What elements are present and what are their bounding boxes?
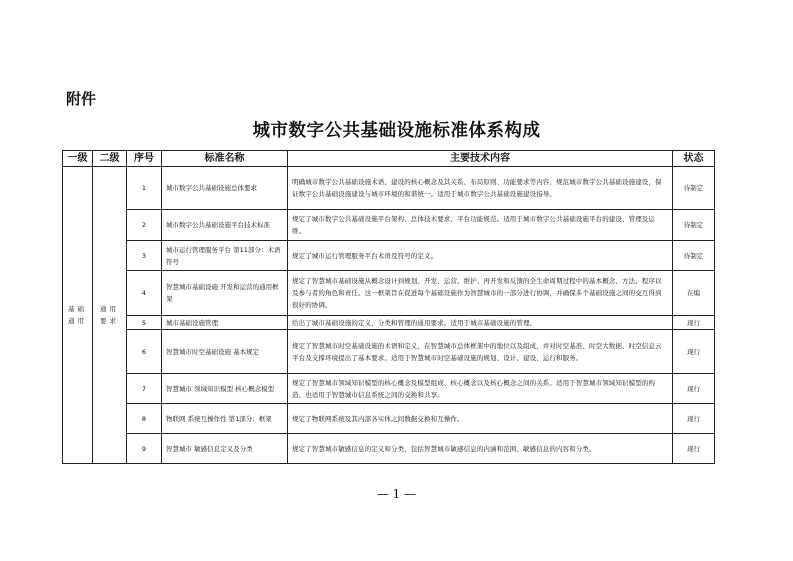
status-cell: 现行 — [673, 374, 715, 404]
header-level2: 二级 — [93, 151, 127, 167]
table-row — [63, 374, 715, 404]
standards-table — [62, 150, 715, 464]
table-row — [63, 271, 715, 316]
content-cell: 规定了物联网系统及其内部各实体之间数据交换和互操作。 — [288, 404, 673, 434]
table-row — [63, 330, 715, 374]
seq-cell: 3 — [127, 241, 162, 271]
table-row — [63, 404, 715, 434]
page-number: — 1 — — [376, 487, 417, 501]
content-cell: 给出了城市基础设施的定义、分类和管理的通用要求。适用于城市基础设施的管理。 — [288, 316, 673, 330]
seq-cell: 6 — [127, 330, 162, 374]
content-cell: 规定了城市数字公共基础设施平台架构、总体技术要求、平台功能规范。适用于城市数字公共基础设施平台的建设、管理及运维。 — [288, 210, 673, 241]
seq-cell: 5 — [127, 316, 162, 330]
header-level1: 一级 — [63, 151, 93, 167]
status-cell: 待制定 — [673, 241, 715, 271]
content-cell: 规定了城市运行管理服务平台术语及符号的定义。 — [288, 241, 673, 271]
level1-group-cell: 基础通用 — [63, 167, 93, 464]
table-row — [63, 434, 715, 464]
seq-cell: 1 — [127, 167, 162, 210]
status-cell: 在编 — [673, 271, 715, 316]
status-cell: 待制定 — [673, 167, 715, 210]
status-cell: 现行 — [673, 330, 715, 374]
table-row — [63, 316, 715, 330]
status-cell: 现行 — [673, 434, 715, 464]
document-title: 城市数字公共基础设施标准体系构成 — [252, 121, 541, 141]
status-cell: 现行 — [673, 404, 715, 434]
table-header — [63, 151, 715, 167]
level2-group-cell: 通用要求 — [93, 167, 127, 464]
seq-cell: 2 — [127, 210, 162, 241]
seq-cell: 4 — [127, 271, 162, 316]
standard-name-cell: 智慧城市 敏感信息定义及分类 — [162, 434, 288, 464]
standard-name-cell: 智慧城市时空基础设施 基本规定 — [162, 330, 288, 374]
standard-name-cell: 智慧城市基础设施 开发和运营的通用框架 — [162, 271, 288, 316]
standard-name-cell: 城市数字公共基础设施总体要求 — [162, 167, 288, 210]
table-body — [63, 167, 715, 464]
attachment-label: 附件 — [66, 90, 97, 108]
status-cell: 待制定 — [673, 210, 715, 241]
header-name: 标准名称 — [162, 151, 288, 167]
header-content: 主要技术内容 — [288, 151, 673, 167]
content-cell: 规定了智慧城市敏感信息的定义和分类，包括智慧城市敏感信息的内涵和范围、敏感信息的内容和分类。 — [288, 434, 673, 464]
seq-cell: 8 — [127, 404, 162, 434]
seq-cell: 7 — [127, 374, 162, 404]
status-cell: 现行 — [673, 316, 715, 330]
content-cell: 规定了智慧城市时空基础设施的术语和定义、在智慧城市总体框架中的地位以及组成，并对时空基准、时空大数据、时空信息云平台及支撑环境提出了基本要求。适用于智慧城市时空基础设施的规划、设计、建设、运行和服务。 — [288, 330, 673, 374]
standard-name-cell: 城市基础设施管理 — [162, 316, 288, 330]
header-seq: 序号 — [127, 151, 162, 167]
content-cell: 规定了智慧城市基础设施从概念设计到规划、开发、运营、维护、再开发和反馈的全生命周期过程中的基本概念、方法、程序以及参与者的角色和责任。这一框架旨在促进每个基础设施作为智慧城市的一部分进行协调，并确保多个基础设施之间的交互得到很好的协调。 — [288, 271, 673, 316]
standard-name-cell: 智慧城市 领域知识模型 核心概念模型 — [162, 374, 288, 404]
standard-name-cell: 城市数字公共基础设施平台技术标准 — [162, 210, 288, 241]
header-status: 状态 — [673, 151, 715, 167]
table-row — [63, 210, 715, 241]
standard-name-cell: 物联网 系统互操作性 第1部分：框架 — [162, 404, 288, 434]
standard-name-cell: 城市运行管理服务平台 第11部分：术语符号 — [162, 241, 288, 271]
table-row — [63, 241, 715, 271]
content-cell: 规定了智慧城市领域知识模型的核心概念及模型组成、核心概念以及核心概念之间的关系。适用于智慧城市领域知识模型的构造、也适用于智慧城市信息系统之间的交换和共享。 — [288, 374, 673, 404]
content-cell: 明确城市数字公共基础设施术语、建设的核心概念及其关系、布局原则、功能要求等内容，规范城市数字公共基础设施建设，保证数字公共基础设施建设与城市环境的和谐统一。适用于城市数字公共基础设施建设指导。 — [288, 167, 673, 210]
table-row — [63, 167, 715, 210]
seq-cell: 9 — [127, 434, 162, 464]
